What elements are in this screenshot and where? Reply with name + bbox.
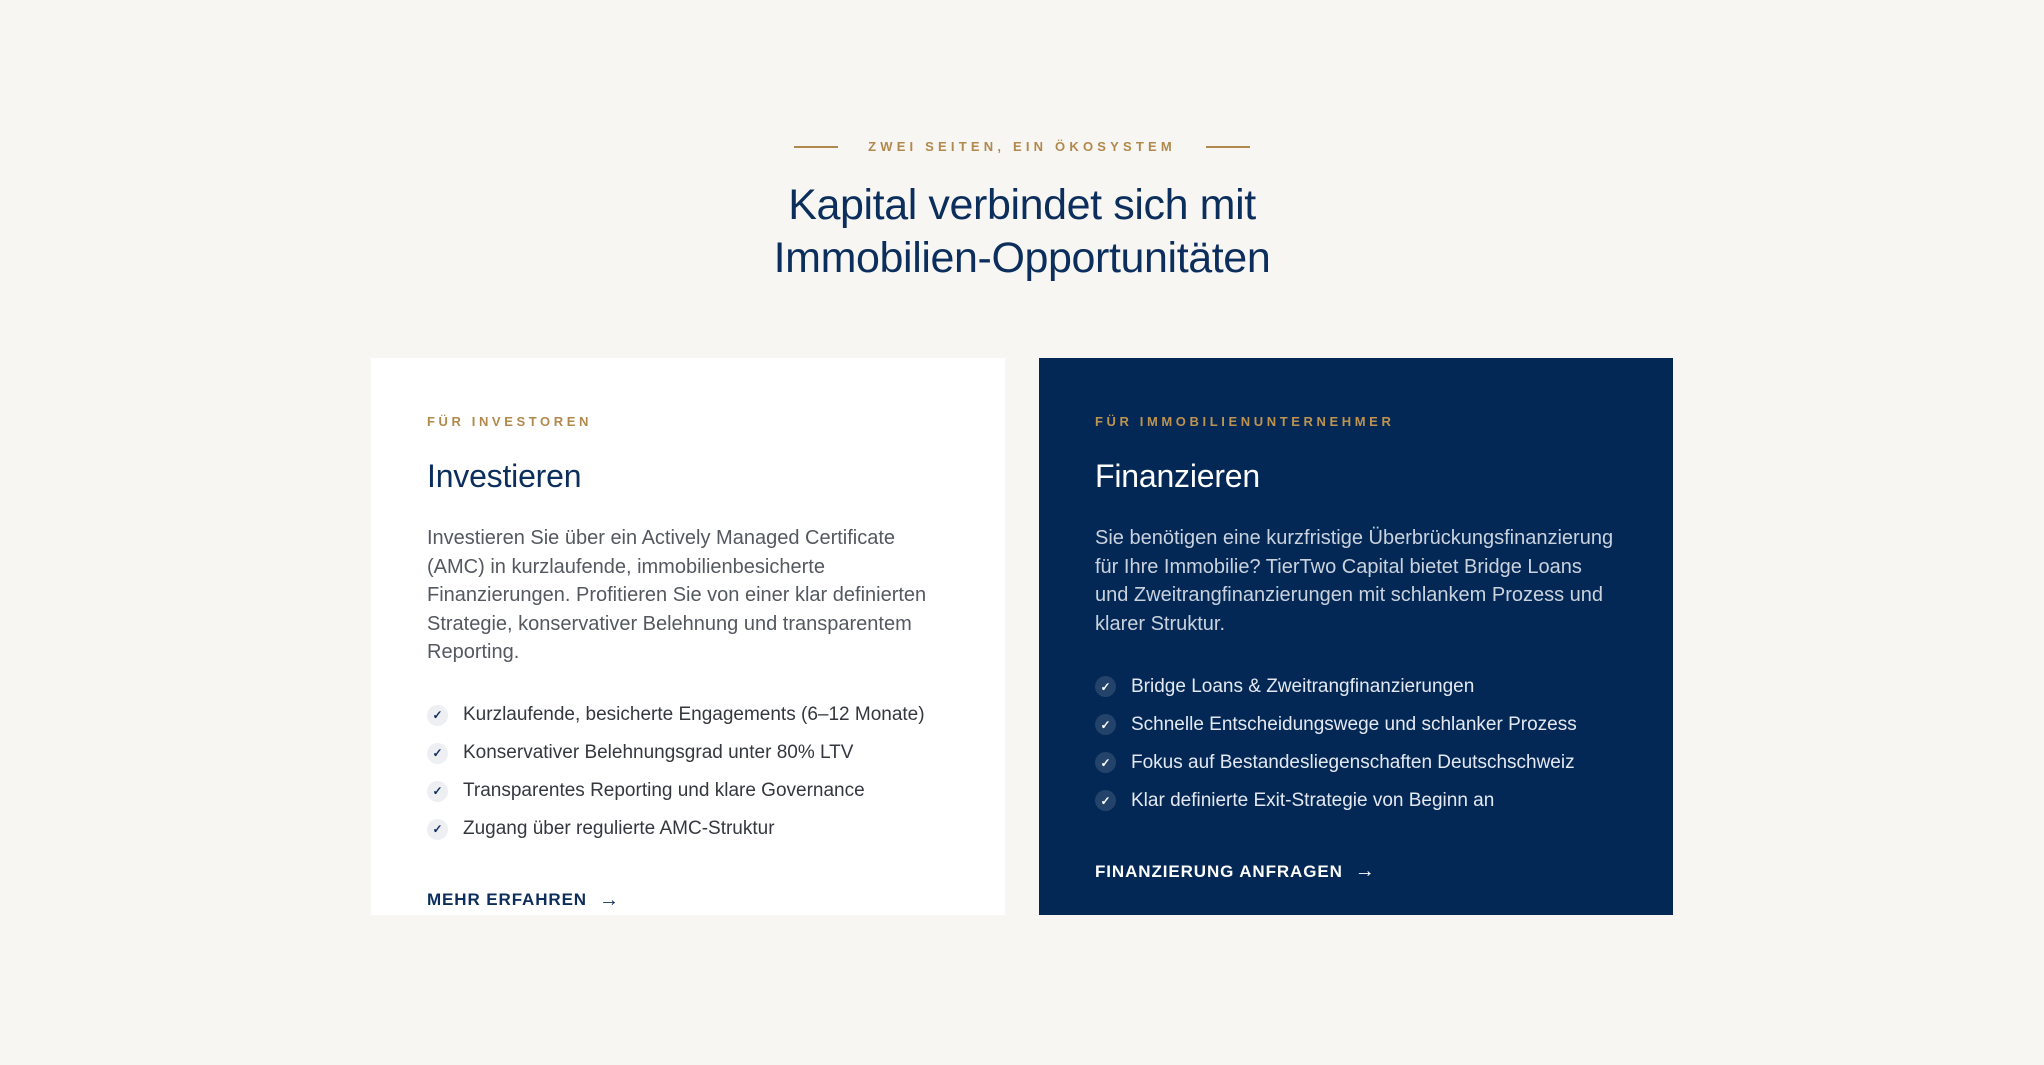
list-item-label: Schnelle Entscheidungswege und schlanker Prozess xyxy=(1131,713,1577,735)
list-item xyxy=(1095,790,1617,811)
section-header xyxy=(0,139,2044,285)
investor-card-description: Investieren Sie über ein Actively Managed Certificate (AMC) in kurzlaufende, immobilienbesicherte Finanzierungen. Profitieren Sie von einer klar definierten Strategie, konservativer Belehnung und transparentem Reporting. xyxy=(427,527,927,663)
investor-card xyxy=(371,358,1005,915)
list-item-label: Fokus auf Bestandesliegenschaften Deutschschweiz xyxy=(1131,751,1575,773)
arrow-right-icon: → xyxy=(599,888,620,911)
list-item xyxy=(427,743,949,764)
list-item xyxy=(1095,676,1617,697)
list-item-label: Transparentes Reporting und klare Governance xyxy=(463,780,865,801)
cards-row xyxy=(0,358,2044,915)
request-financing-label: FINANZIERUNG ANFRAGEN xyxy=(1095,861,1343,881)
check-icon: ✓ xyxy=(1095,676,1116,697)
learn-more-label: MEHR ERFAHREN xyxy=(427,890,587,909)
section-heading-line1: Kapital verbindet sich mit xyxy=(788,181,1256,229)
check-icon: ✓ xyxy=(427,705,448,726)
investor-benefits-list xyxy=(427,705,949,840)
list-item-label: Bridge Loans & Zweitrangfinanzierungen xyxy=(1131,675,1475,697)
check-icon: ✓ xyxy=(1095,714,1116,735)
eyebrow-dash-left xyxy=(794,146,838,148)
developer-card-label: FÜR IMMOBILIENUNTERNEHMER xyxy=(1095,414,1395,429)
list-item-label: Kurzlaufende, besicherte Engagements (6–12 Monate) xyxy=(463,704,925,725)
developer-card xyxy=(1039,358,1673,915)
list-item-label: Konservativer Belehnungsgrad unter 80% LTV xyxy=(463,742,854,763)
arrow-right-icon: → xyxy=(1354,860,1376,882)
section-heading xyxy=(0,179,2044,285)
investor-card-label: FÜR INVESTOREN xyxy=(427,414,593,429)
eyebrow-label: ZWEI SEITEN, EIN ÖKOSYSTEM xyxy=(868,139,1176,154)
section-eyebrow xyxy=(0,139,2044,154)
list-item xyxy=(427,819,949,840)
investor-card-title: Investieren xyxy=(427,458,582,494)
check-icon: ✓ xyxy=(1095,790,1116,811)
learn-more-link[interactable] xyxy=(427,889,620,912)
developer-benefits-list xyxy=(1095,676,1617,811)
section-heading-line2: Immobilien-Opportunitäten xyxy=(773,234,1271,282)
list-item xyxy=(427,781,949,802)
developer-card-description: Sie benötigen eine kurzfristige Überbrückungsfinanzierung für Ihre Immobilie? TierTwo Capital bietet Bridge Loans und Zweitrangfinanzierungen mit schlankem Prozess und klarer Struktur. xyxy=(1095,527,1614,635)
list-item xyxy=(1095,714,1617,735)
list-item-label: Zugang über regulierte AMC-Struktur xyxy=(463,818,775,839)
request-financing-link[interactable] xyxy=(1095,860,1376,883)
list-item xyxy=(427,705,949,726)
developer-card-title: Finanzieren xyxy=(1095,458,1261,494)
check-icon: ✓ xyxy=(427,781,448,802)
check-icon: ✓ xyxy=(1095,752,1116,773)
eyebrow-dash-right xyxy=(1206,146,1250,148)
list-item-label: Klar definierte Exit-Strategie von Beginn an xyxy=(1131,789,1495,811)
list-item xyxy=(1095,752,1617,773)
check-icon: ✓ xyxy=(427,743,448,764)
check-icon: ✓ xyxy=(427,819,448,840)
